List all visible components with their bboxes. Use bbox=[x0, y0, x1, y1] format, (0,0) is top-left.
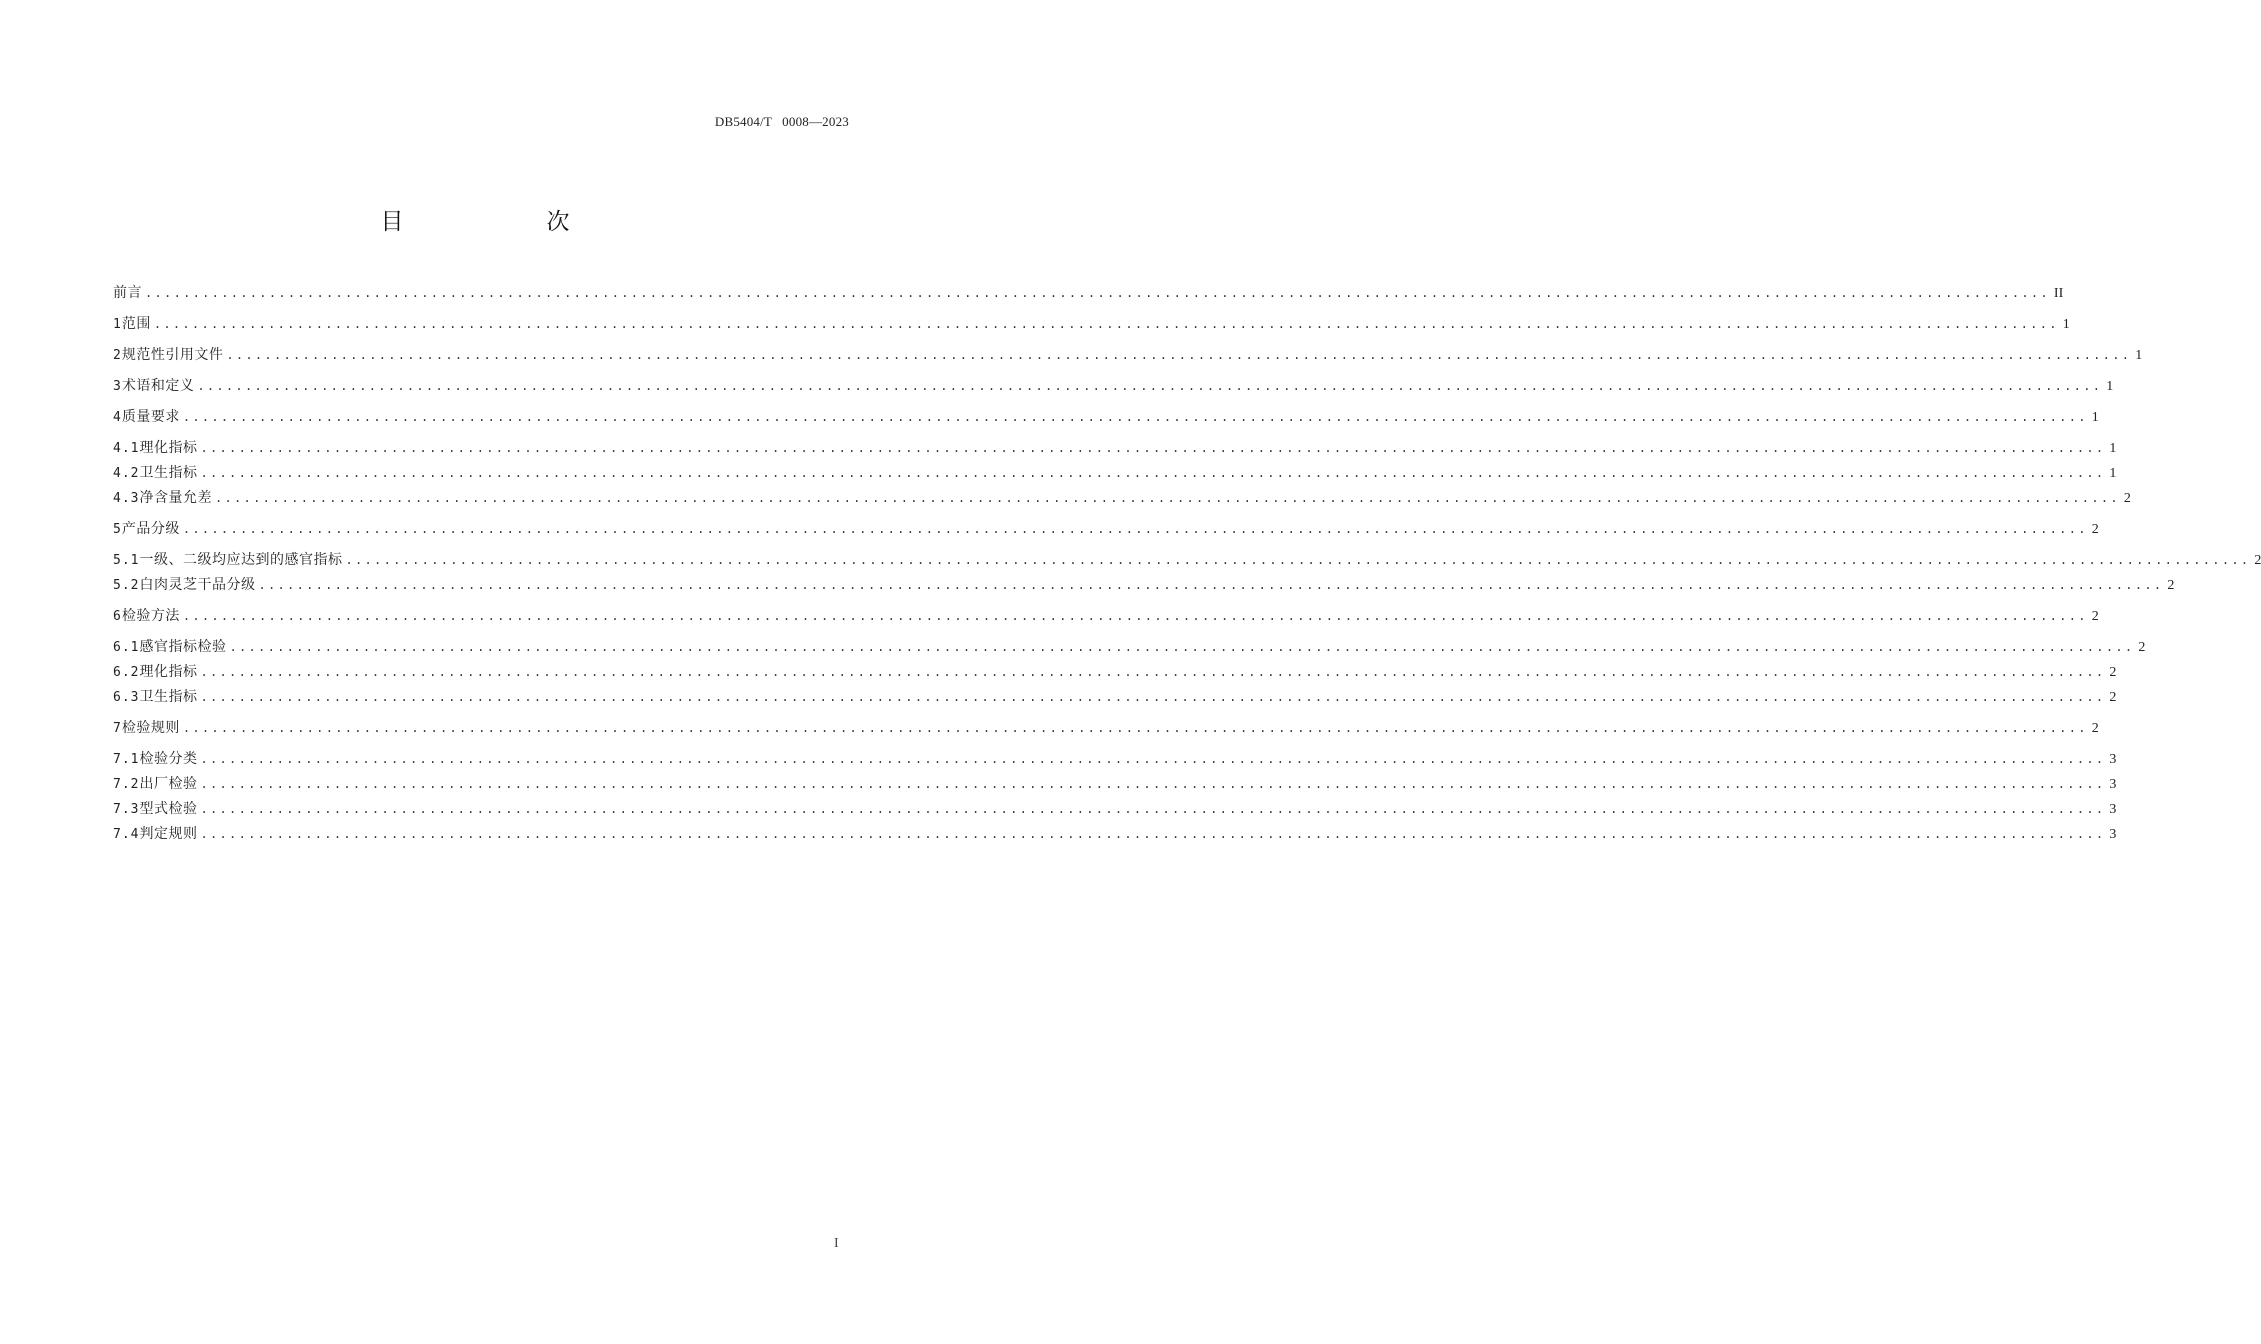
toc-entry-page: 1 bbox=[2062, 317, 2070, 332]
toc-entry-label: 卫生指标 bbox=[139, 689, 198, 705]
toc-entry-number: 6.2 bbox=[113, 665, 140, 680]
toc-entry[interactable] bbox=[113, 283, 2064, 303]
toc-entry-label: 检验规则 bbox=[121, 720, 180, 736]
dot-leader: ........................................................................................................................................................................................................ bbox=[182, 522, 2088, 536]
toc-entry-label: 术语和定义 bbox=[121, 378, 195, 394]
toc-entry-page: 1 bbox=[2109, 466, 2117, 481]
dot-leader: ........................................................................................................................................................................................................ bbox=[214, 491, 2120, 505]
toc-entry[interactable] bbox=[113, 824, 2117, 844]
toc-entry-label: 型式检验 bbox=[139, 801, 198, 817]
toc-entry[interactable] bbox=[113, 749, 2117, 769]
toc-entry-page: 3 bbox=[2109, 752, 2117, 767]
dot-leader: ........................................................................................................................................................................................................ bbox=[200, 827, 2106, 841]
toc-entry[interactable] bbox=[113, 662, 2117, 682]
toc-entry[interactable] bbox=[113, 438, 2117, 458]
toc-entry-page: 3 bbox=[2109, 777, 2117, 792]
toc-entry[interactable] bbox=[113, 799, 2117, 819]
toc-entry-label: 判定规则 bbox=[139, 826, 198, 842]
dot-leader: ........................................................................................................................................................................................................ bbox=[229, 640, 2135, 654]
toc-entry[interactable] bbox=[113, 488, 2131, 508]
toc-entry-page: 1 bbox=[2106, 379, 2114, 394]
toc-entry-number: 7 bbox=[113, 721, 122, 736]
toc-entry-page: 3 bbox=[2109, 802, 2117, 817]
toc-entry-page: 2 bbox=[2138, 640, 2146, 655]
dot-leader: ........................................................................................................................................................................................................ bbox=[345, 553, 2251, 567]
dot-leader: ........................................................................................................................................................................................................ bbox=[200, 777, 2106, 791]
toc-entry-label: 检验分类 bbox=[139, 751, 198, 767]
dot-leader: ........................................................................................................................................................................................................ bbox=[197, 379, 2103, 393]
toc-entry-page: 2 bbox=[2091, 609, 2099, 624]
document-code: DB5404/T 0008—2023 bbox=[714, 114, 849, 129]
toc-entry-label: 净含量允差 bbox=[139, 490, 212, 506]
toc-entry[interactable] bbox=[113, 718, 2099, 738]
toc-entry-label: 前言 bbox=[113, 285, 142, 301]
toc-entry-label: 范围 bbox=[121, 316, 151, 332]
toc-entry-page: 2 bbox=[2123, 491, 2131, 506]
toc-entry-page: 2 bbox=[2091, 522, 2099, 537]
toc-entry-label: 一级、二级均应达到的感官指标 bbox=[139, 552, 343, 568]
dot-leader: ........................................................................................................................................................................................................ bbox=[226, 348, 2132, 362]
toc-entry-number: 4 bbox=[113, 410, 122, 425]
toc-entry-number: 7.2 bbox=[113, 777, 140, 792]
toc-entry-page: 2 bbox=[2091, 721, 2099, 736]
toc-entry-number: 4.3 bbox=[113, 491, 140, 506]
page-number: I bbox=[834, 1236, 839, 1251]
toc-entry[interactable] bbox=[113, 463, 2117, 483]
dot-leader: ........................................................................................................................................................................................................ bbox=[153, 317, 2059, 331]
toc-entry[interactable] bbox=[113, 575, 2175, 595]
toc-entry-page: 1 bbox=[2109, 441, 2117, 456]
toc-entry[interactable] bbox=[113, 687, 2117, 707]
toc-entry-number: 7.4 bbox=[113, 827, 140, 842]
toc-entry-label: 感官指标检验 bbox=[139, 639, 227, 655]
dot-leader: ........................................................................................................................................................................................................ bbox=[200, 690, 2106, 704]
toc-entry[interactable] bbox=[113, 637, 2146, 657]
toc-entry[interactable] bbox=[113, 519, 2099, 539]
toc-entry[interactable] bbox=[113, 550, 2261, 570]
toc-entry[interactable] bbox=[113, 376, 2114, 396]
toc-entry-label: 质量要求 bbox=[121, 409, 180, 425]
toc-entry-number: 4.1 bbox=[113, 441, 140, 456]
toc-entry-label: 卫生指标 bbox=[139, 465, 198, 481]
toc-entry-page: 1 bbox=[2091, 410, 2099, 425]
dot-leader: ........................................................................................................................................................................................................ bbox=[200, 802, 2106, 816]
toc-entry-label: 出厂检验 bbox=[139, 776, 198, 792]
dot-leader: ........................................................................................................................................................................................................ bbox=[258, 578, 2164, 592]
toc-entry-page: 2 bbox=[2109, 665, 2117, 680]
toc-entry-label: 检验方法 bbox=[121, 608, 180, 624]
toc-entry[interactable] bbox=[113, 774, 2117, 794]
toc-entry-label: 理化指标 bbox=[139, 664, 198, 680]
toc-entry-number: 4.2 bbox=[113, 466, 140, 481]
toc-entry[interactable] bbox=[113, 345, 2143, 365]
toc-entry[interactable] bbox=[113, 314, 2070, 334]
toc-entry-number: 6.3 bbox=[113, 690, 140, 705]
dot-leader: ........................................................................................................................................................................................................ bbox=[200, 441, 2106, 455]
dot-leader: ........................................................................................................................................................................................................ bbox=[200, 752, 2106, 766]
toc-entry-label: 理化指标 bbox=[139, 440, 198, 456]
toc-entry-page: 2 bbox=[2254, 553, 2261, 568]
toc-entry-label: 规范性引用文件 bbox=[121, 347, 224, 363]
toc-entry-number: 6.1 bbox=[113, 640, 140, 655]
toc-entry-number: 6 bbox=[113, 609, 122, 624]
page-title: 目 次 bbox=[380, 209, 630, 235]
toc-entry-page: 2 bbox=[2109, 690, 2117, 705]
dot-leader: ........................................................................................................................................................................................................ bbox=[182, 410, 2088, 424]
toc-entry-page: 1 bbox=[2135, 348, 2143, 363]
toc-entry-number: 5 bbox=[113, 522, 122, 537]
toc-entry-number: 2 bbox=[113, 348, 122, 363]
toc-entry[interactable] bbox=[113, 606, 2099, 626]
dot-leader: ........................................................................................................................................................................................................ bbox=[182, 609, 2088, 623]
toc-entry-number: 7.3 bbox=[113, 802, 140, 817]
dot-leader: ........................................................................................................................................................................................................ bbox=[145, 286, 2050, 300]
dot-leader: ........................................................................................................................................................................................................ bbox=[200, 665, 2106, 679]
toc-entry-number: 3 bbox=[113, 379, 122, 394]
toc-entry-number: 5.1 bbox=[113, 553, 140, 568]
toc-entry-page: II bbox=[2053, 286, 2064, 301]
toc-entry-number: 7.1 bbox=[113, 752, 140, 767]
toc-entry-page: 2 bbox=[2167, 578, 2175, 593]
dot-leader: ........................................................................................................................................................................................................ bbox=[200, 466, 2106, 480]
toc-entry-label: 白肉灵芝干品分级 bbox=[139, 577, 256, 593]
toc-entry[interactable] bbox=[113, 407, 2099, 427]
dot-leader: ........................................................................................................................................................................................................ bbox=[182, 721, 2088, 735]
toc-entry-label: 产品分级 bbox=[121, 521, 180, 537]
toc-entry-page: 3 bbox=[2109, 827, 2117, 842]
toc-entry-number: 5.2 bbox=[113, 578, 140, 593]
toc-entry-number: 1 bbox=[113, 317, 122, 332]
